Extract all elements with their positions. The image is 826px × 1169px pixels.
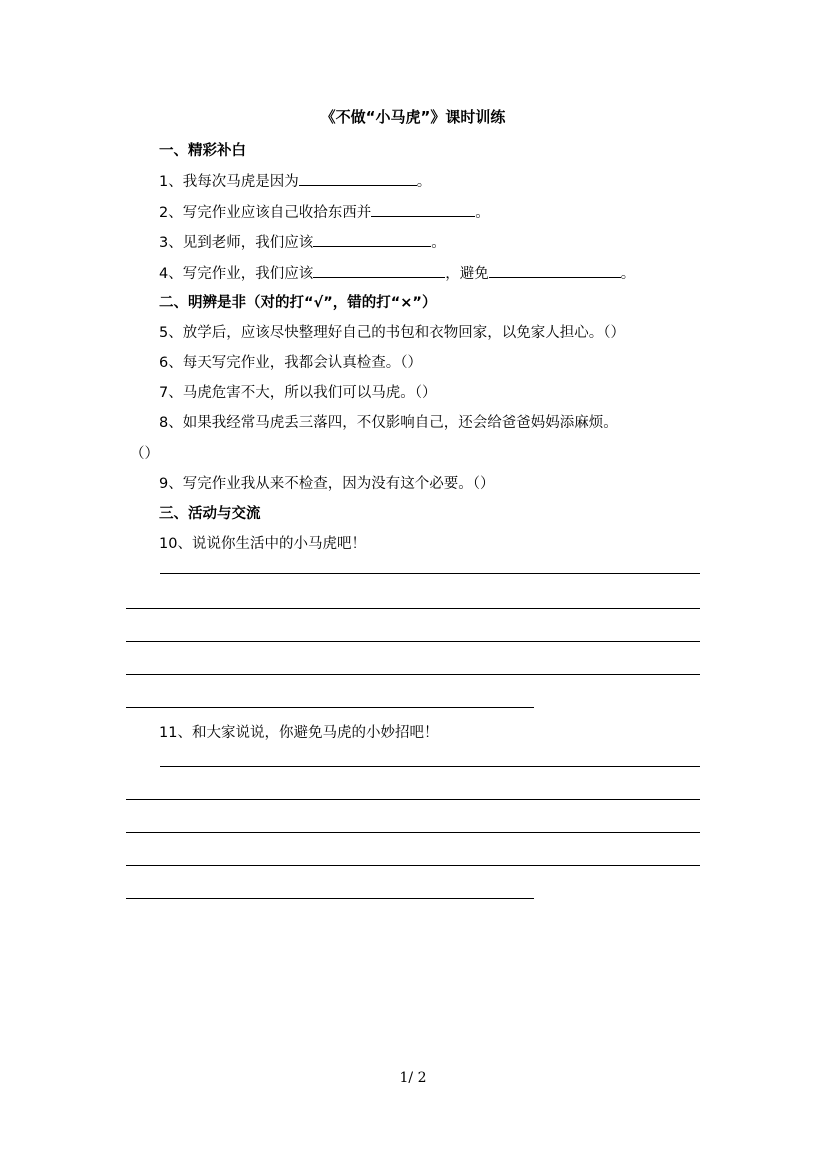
- worksheet-title: 《不做“小马虎”》课时训练: [320, 108, 506, 126]
- question-1-end: 。: [416, 174, 432, 190]
- answer-line[interactable]: [160, 573, 700, 574]
- answer-line[interactable]: [126, 608, 700, 609]
- question-4-blank-1[interactable]: [313, 263, 445, 278]
- answer-line[interactable]: [126, 898, 534, 899]
- question-2-blank[interactable]: [371, 202, 475, 217]
- answer-line[interactable]: [126, 641, 700, 642]
- question-11: 11、和大家说说，你避免马虎的小妙招吧！: [159, 725, 439, 741]
- question-9: 9、写完作业我从来不检查，因为没有这个必要。（）: [159, 476, 495, 492]
- question-10: 10、说说你生活中的小马虎吧！: [159, 536, 366, 552]
- question-4-end: 。: [620, 266, 636, 282]
- answer-line[interactable]: [126, 865, 700, 866]
- question-2-end: 。: [475, 205, 490, 221]
- question-4: [159, 262, 635, 283]
- question-3: [159, 231, 446, 252]
- answer-line[interactable]: [126, 707, 534, 708]
- question-3-text: 3、见到老师，我们应该: [159, 235, 314, 251]
- question-8: 8、如果我经常马虎丢三落四，不仅影响自己，还会给爸爸妈妈添麻烦。: [159, 415, 618, 431]
- question-5: 5、放学后，应该尽快整理好自己的书包和衣物回家，以免家人担心。（）: [159, 325, 625, 341]
- question-3-blank[interactable]: [313, 232, 431, 247]
- section-1-heading: 一、精彩补白: [159, 143, 246, 159]
- question-6: 6、每天写完作业，我都会认真检查。（）: [159, 355, 422, 371]
- answer-line[interactable]: [126, 799, 700, 800]
- question-4-text: 4、写完作业，我们应该: [159, 266, 314, 282]
- answer-line[interactable]: [126, 832, 700, 833]
- question-2-text: 2、写完作业应该自己收拾东西并: [159, 205, 372, 221]
- question-3-end: 。: [431, 235, 446, 251]
- question-7: 7、马虎危害不大，所以我们可以马虎。（）: [159, 385, 437, 401]
- question-2: [159, 201, 490, 222]
- section-3-heading: 三、活动与交流: [159, 506, 261, 522]
- question-4-blank-2[interactable]: [489, 263, 621, 278]
- question-1: [159, 170, 431, 191]
- question-8-answer-paren: （）: [130, 446, 159, 462]
- answer-line[interactable]: [160, 766, 700, 767]
- page-number: 1/ 2: [399, 1070, 427, 1086]
- question-1-blank[interactable]: [299, 171, 417, 186]
- question-1-text: 1、我每次马虎是因为: [159, 174, 299, 190]
- section-2-heading: 二、明辨是非（对的打“√”，错的打“×”）: [159, 295, 437, 311]
- question-4-middle: ，避免: [445, 266, 489, 282]
- answer-line[interactable]: [126, 674, 700, 675]
